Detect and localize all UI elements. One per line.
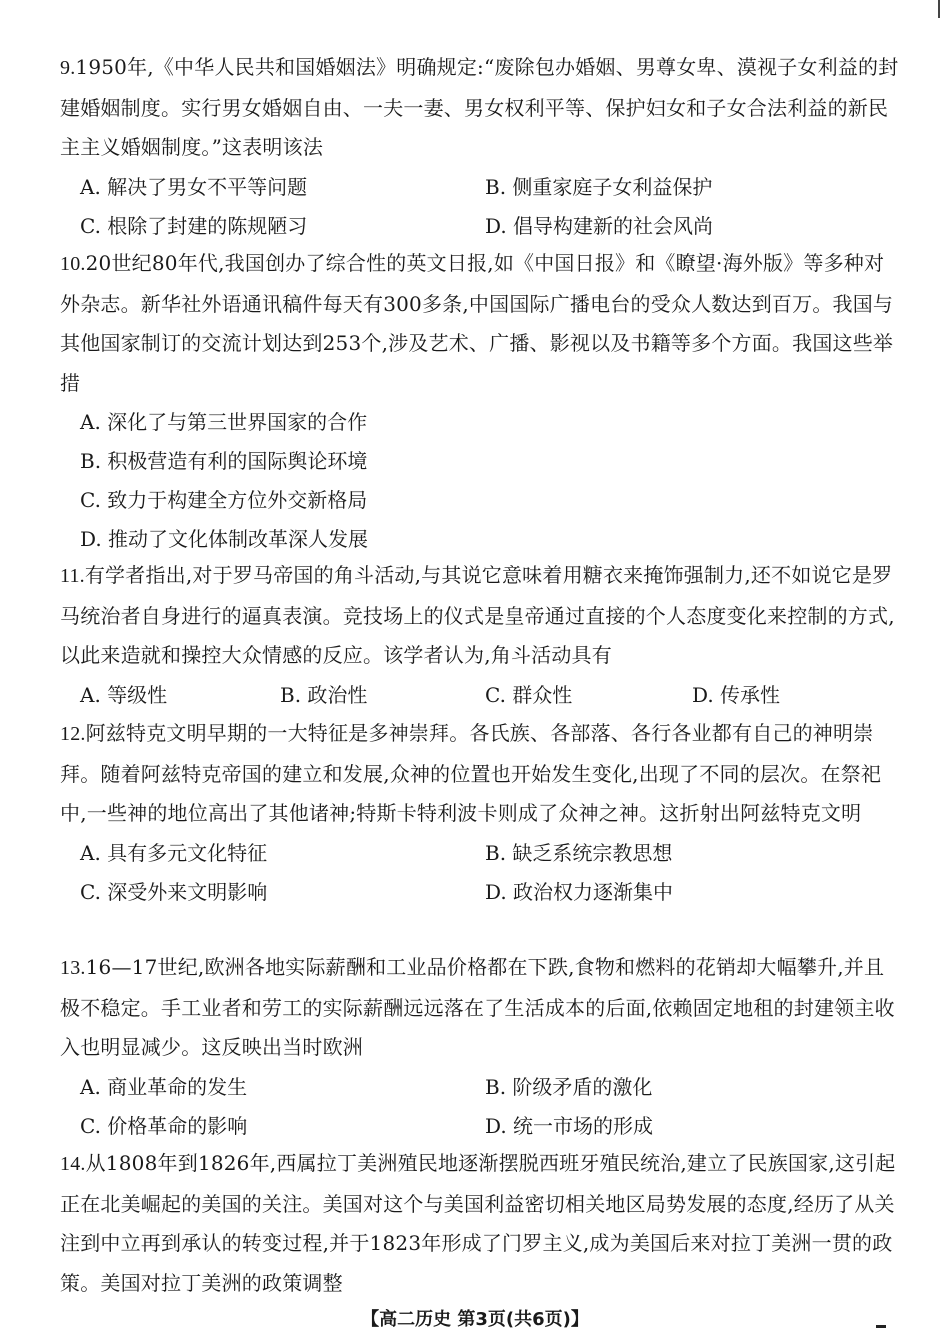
option-b[interactable]: B. 侧重家庭子女利益保护 xyxy=(485,174,713,199)
question-text: 从1808年到1826年,西属拉丁美洲殖民地逐渐摆脱西班牙殖民统治,建立了民族国家,这引起正在北美崛起的美国的关注。美国对这个与美国利益密切相关地区局势发展的态度,经历了从关注到中立再到承认的转变过程,并于1823年形成了门罗主义,成为美国后来对拉丁美洲一贯的政策。美国对拉丁美洲的政策调整 xyxy=(60,1151,896,1295)
question-stem xyxy=(60,1144,900,1303)
options-row xyxy=(60,676,900,715)
options-row xyxy=(60,168,900,207)
question-stem xyxy=(60,244,900,403)
option-a[interactable]: A. 商业革命的发生 xyxy=(80,1074,248,1099)
option-d[interactable]: D. 统一市场的形成 xyxy=(485,1113,654,1138)
question-text: 16—17世纪,欧洲各地实际薪酬和工业品价格都在下跌,食物和燃料的花销却大幅攀升,并且极不稳定。手工业者和劳工的实际薪酬远远落在了生活成本的后面,依赖固定地租的封建领主收入也明显减少。这反映出当时欧洲 xyxy=(60,955,895,1059)
options-list xyxy=(60,403,900,559)
option-b[interactable]: B. 积极营造有利的国际舆论环境 xyxy=(80,449,368,473)
options-row xyxy=(60,1068,900,1107)
option-a[interactable]: A. 具有多元文化特征 xyxy=(80,840,268,865)
question-text: 阿兹特克文明早期的一大特征是多神崇拜。各氏族、各部落、各行各业都有自己的神明崇拜。随着阿兹特克帝国的建立和发展,众神的位置也开始发生变化,出现了不同的层次。在祭祀中,一些神的地位高出了其他诸神;特斯卡特利波卡则成了众神之神。这折射出阿兹特克文明 xyxy=(60,721,882,825)
question-13 xyxy=(60,948,900,1146)
option-b[interactable]: B. 阶级矛盾的激化 xyxy=(485,1074,653,1099)
page-footer: 【高二历史 第3页(共6页)】 xyxy=(361,1309,589,1330)
question-text: 20世纪80年代,我国创办了综合性的英文日报,如《中国日报》和《瞭望·海外版》等多种对外杂志。新华社外语通讯稿件每天有300多条,中国国际广播电台的受众人数达到百万。我国与其他国家制订的交流计划达到253个,涉及艺术、广播、影视以及书籍等多个方面。我国这些举措 xyxy=(60,251,894,395)
question-10 xyxy=(60,244,900,559)
question-number: 9. xyxy=(60,57,76,79)
options-row xyxy=(60,834,900,873)
options-row xyxy=(60,207,900,246)
option-a[interactable]: A. 深化了与第三世界国家的合作 xyxy=(80,410,368,434)
question-number: 10. xyxy=(60,253,86,275)
option-c[interactable]: C. 深受外来文明影响 xyxy=(80,879,268,904)
question-14 xyxy=(60,1144,900,1303)
question-11 xyxy=(60,556,900,715)
question-text: 有学者指出,对于罗马帝国的角斗活动,与其说它意味着用糖衣来掩饰强制力,还不如说它是罗马统治者自身进行的逼真表演。竞技场上的仪式是皇帝通过直接的个人态度变化来控制的方式,以此来造就和操控大众情感的反应。该学者认为,角斗活动具有 xyxy=(60,563,895,667)
option-c[interactable]: C. 群众性 xyxy=(485,682,573,707)
question-9 xyxy=(60,48,900,246)
question-stem xyxy=(60,48,900,168)
question-text: 1950年,《中华人民共和国婚姻法》明确规定:“废除包办婚姻、男尊女卑、漠视子女利益的封建婚姻制度。实行男女婚姻自由、一夫一妻、男女权利平等、保护妇女和子女合法利益的新民主主义婚姻制度。”这表明该法 xyxy=(60,55,899,159)
options-row xyxy=(60,1107,900,1146)
option-c[interactable]: C. 致力于构建全方位外交新格局 xyxy=(80,488,368,512)
scan-edge-mark xyxy=(938,0,940,18)
scan-mark xyxy=(876,1325,886,1328)
option-d[interactable]: D. 推动了文化体制改革深人发展 xyxy=(80,527,369,551)
option-d[interactable]: D. 倡导构建新的社会风尚 xyxy=(485,213,714,238)
question-number: 11. xyxy=(60,565,85,587)
question-number: 14. xyxy=(60,1153,86,1175)
option-b[interactable]: B. 缺乏系统宗教思想 xyxy=(485,840,673,865)
question-stem xyxy=(60,948,900,1068)
option-a[interactable]: A. 等级性 xyxy=(80,682,168,707)
option-c[interactable]: C. 价格革命的影响 xyxy=(80,1113,248,1138)
question-stem xyxy=(60,714,900,834)
option-d[interactable]: D. 传承性 xyxy=(692,682,781,707)
option-c[interactable]: C. 根除了封建的陈规陋习 xyxy=(80,213,308,238)
question-stem xyxy=(60,556,900,676)
question-number: 13. xyxy=(60,957,86,979)
options-row xyxy=(60,873,900,912)
option-d[interactable]: D. 政治权力逐渐集中 xyxy=(485,879,674,904)
option-a[interactable]: A. 解决了男女不平等问题 xyxy=(80,174,308,199)
question-12 xyxy=(60,714,900,912)
question-number: 12. xyxy=(60,723,86,745)
option-b[interactable]: B. 政治性 xyxy=(280,682,368,707)
